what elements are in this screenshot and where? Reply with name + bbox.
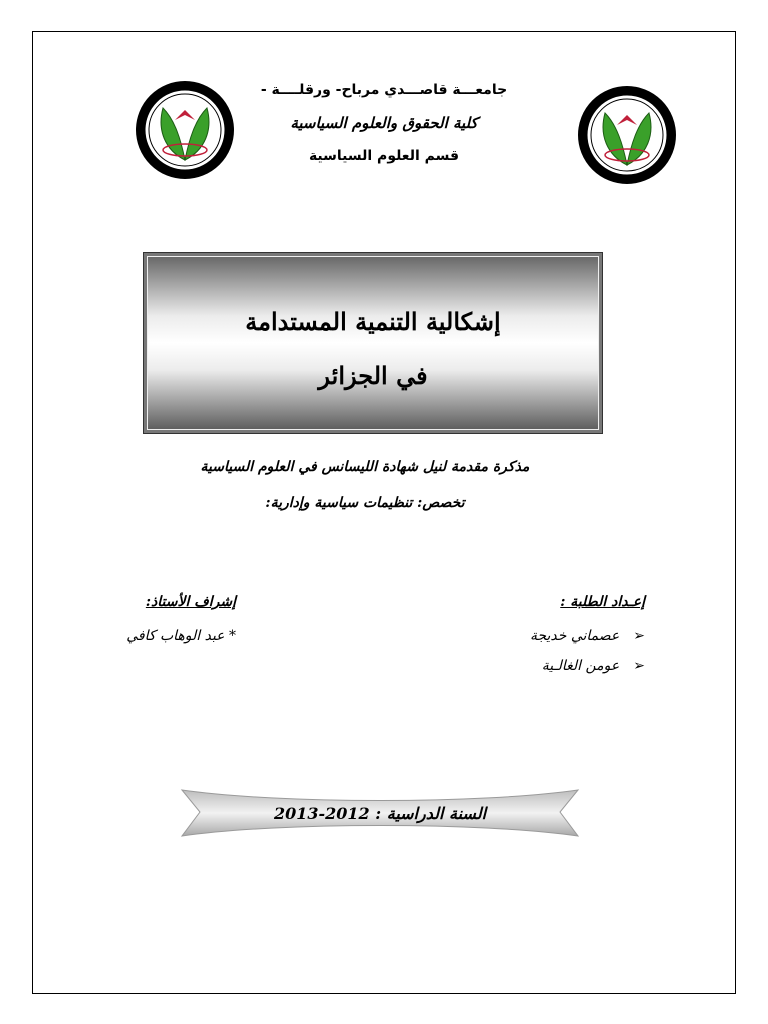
institution-header xyxy=(200,80,568,166)
check-arrow-icon: ➢ xyxy=(633,658,645,674)
title-box xyxy=(143,252,603,434)
list-item xyxy=(445,628,645,644)
students-section xyxy=(445,594,645,674)
degree-statement: مذكرة مقدمة لنيل شهادة الليسانس في العلوم السياسية xyxy=(200,459,530,475)
supervisor-name: * عبد الوهاب كافي xyxy=(126,628,236,644)
faculty-name: كلية الحقوق والعلوم السياسية xyxy=(290,114,478,132)
students-heading: إعـداد الطلبة : xyxy=(560,594,645,610)
student-name: عومن الغالـية xyxy=(541,658,620,674)
university-name: جامعـــة قاصـــدي مرباح- ورقلــــة - xyxy=(260,82,508,98)
department-name: قسم العلوم السياسية xyxy=(308,148,460,164)
supervisor-section xyxy=(86,594,236,644)
thesis-title-line2: في الجزائر xyxy=(318,361,428,390)
check-arrow-icon: ➢ xyxy=(633,628,645,644)
university-seal-icon xyxy=(577,85,677,185)
list-item xyxy=(445,658,645,674)
student-name: عصماني خديجة xyxy=(529,628,620,644)
specialization: تخصص: تنظيمات سياسية وإدارية: xyxy=(265,495,465,511)
academic-year: السنة الدراسية : 2012-2013 xyxy=(273,804,487,823)
supervisor-heading: إشراف الأستاذ: xyxy=(145,594,236,610)
thesis-title-line1: إشكالية التنمية المستدامة xyxy=(245,307,501,336)
academic-year-banner xyxy=(180,784,580,840)
